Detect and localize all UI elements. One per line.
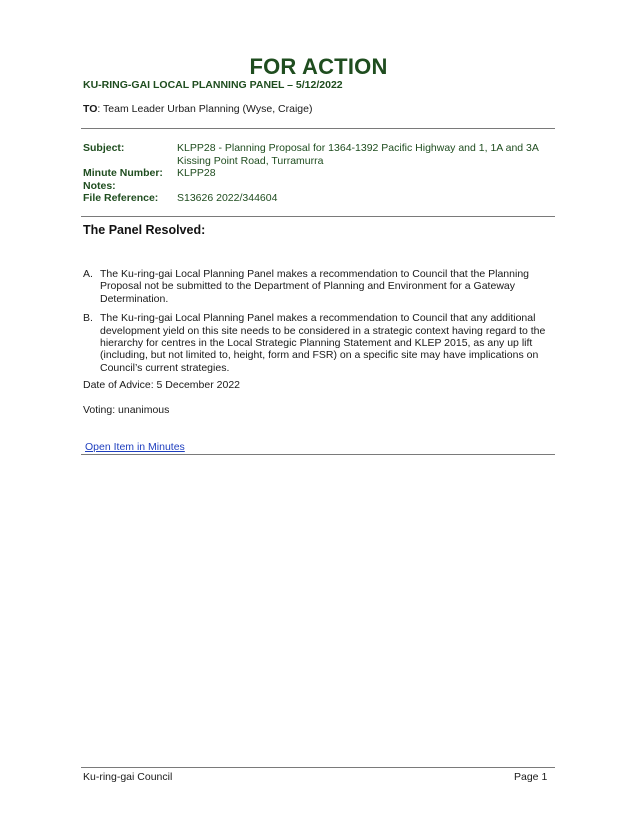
footer-page-number: Page 1 bbox=[514, 771, 548, 783]
file-row bbox=[83, 192, 553, 205]
subject-label: Subject: bbox=[83, 142, 125, 154]
notes-row bbox=[83, 180, 553, 193]
meta-block bbox=[83, 142, 553, 205]
file-value: S13626 2022/344604 bbox=[177, 192, 278, 204]
resolution-letter: B. bbox=[83, 312, 93, 325]
notes-value bbox=[177, 180, 553, 193]
recipient-label: TO bbox=[83, 103, 98, 115]
file-label: File Reference: bbox=[83, 192, 159, 204]
divider-middle bbox=[81, 216, 555, 217]
resolution-text: The Ku-ring-gai Local Planning Panel makes a recommendation to Council that the Planning Proposal not be submitted to the Department of Planning and Environment for a Gateway Determination. bbox=[100, 268, 530, 305]
page-title: FOR ACTION bbox=[249, 54, 388, 79]
footer-organisation: Ku-ring-gai Council bbox=[83, 771, 173, 783]
panel-heading: KU-RING-GAI LOCAL PLANNING PANEL – 5/12/2022 bbox=[83, 79, 343, 91]
notes-label: Notes: bbox=[83, 179, 116, 192]
voting-result: Voting: unanimous bbox=[83, 404, 170, 416]
resolved-heading: The Panel Resolved: bbox=[83, 223, 206, 237]
divider-footer bbox=[81, 767, 555, 768]
resolution-letter: A. bbox=[83, 268, 93, 280]
minute-row bbox=[83, 167, 553, 180]
resolution-text: The Ku-ring-gai Local Planning Panel makes a recommendation to Council that any additional development yield on this site needs to be considered in a strategic context having regard to the hierarchy for centres in the Local Strategic Planning Statement and KLEP 2015, as any up lift (including, but not limited to, height, form and FSR) on a specific site may have implications on Council’s current strategies. bbox=[100, 312, 546, 374]
subject-line-2: Kissing Point Road, Turramurra bbox=[177, 154, 324, 167]
minute-label: Minute Number: bbox=[83, 167, 163, 179]
resolution-list bbox=[83, 268, 553, 381]
subject-value bbox=[177, 142, 553, 167]
recipient-line bbox=[83, 103, 312, 115]
minute-value: KLPP28 bbox=[177, 167, 216, 179]
divider-link bbox=[81, 454, 555, 455]
advice-date: Date of Advice: 5 December 2022 bbox=[83, 379, 241, 391]
open-minutes-link[interactable]: Open Item in Minutes bbox=[85, 441, 185, 453]
resolution-item-a bbox=[83, 268, 553, 305]
subject-row bbox=[83, 142, 553, 167]
resolution-item-b bbox=[83, 312, 553, 374]
recipient-value: : Team Leader Urban Planning (Wyse, Craige) bbox=[97, 103, 313, 115]
divider-top bbox=[81, 128, 555, 129]
subject-line-1: KLPP28 - Planning Proposal for 1364-1392 Pacific Highway and 1, 1A and 3A bbox=[177, 142, 539, 154]
